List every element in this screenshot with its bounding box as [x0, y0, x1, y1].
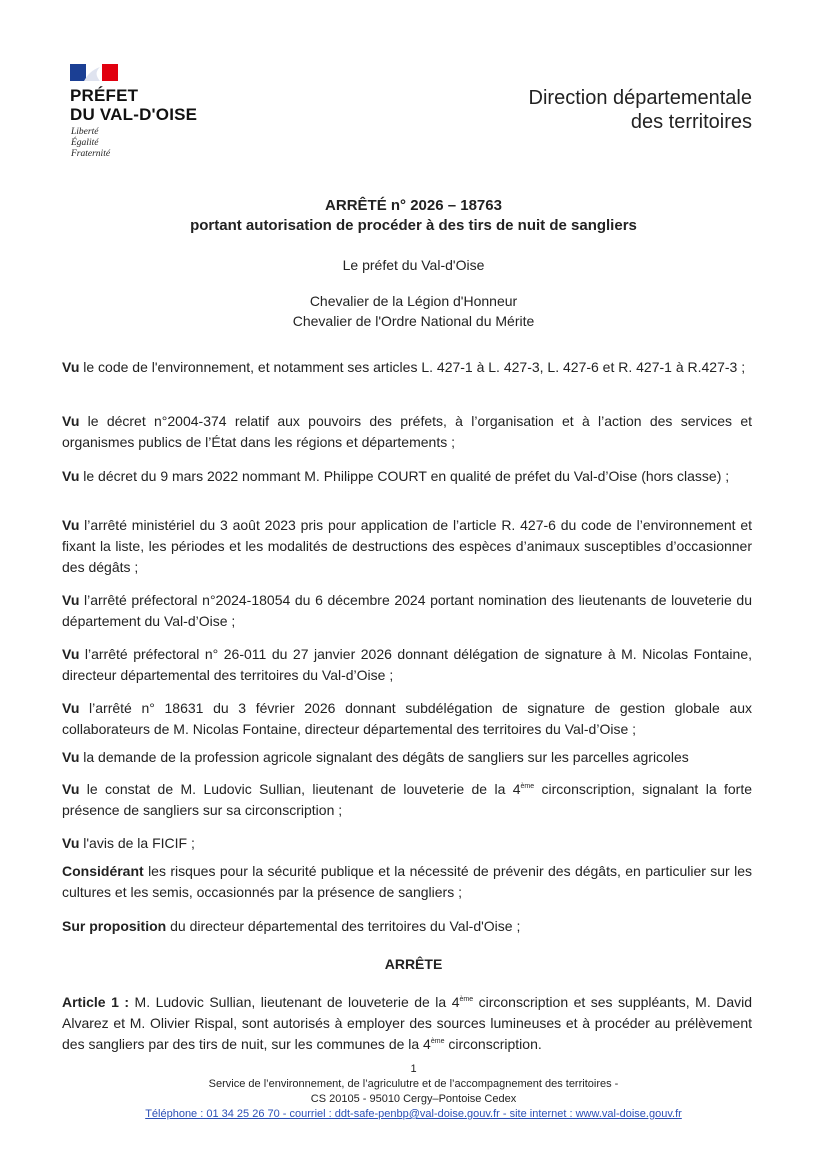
- considerant-lead: Considérant: [62, 863, 144, 879]
- visa-paragraph: [62, 779, 752, 821]
- superscript-eme: ème: [520, 783, 535, 790]
- visa-text: l’arrêté ministériel du 3 août 2023 pris pour application de l’article R. 427-6 du code de l’environnement et fixant la liste, les périodes et les modalités de destructions des espèces d’animaux susceptibles d’occasionner des dégâts ;: [62, 517, 752, 575]
- visa-text: le décret n°2004-374 relatif aux pouvoirs des préfets, à l’organisation et à l’action des services et organismes publics de l’État dans les régions et départements ;: [62, 413, 752, 450]
- marianne-flag-logo: [70, 64, 118, 81]
- footer-address: CS 20105 - 95010 Cergy–Pontoise Cedex: [310, 1093, 517, 1105]
- proposition-lead: Sur proposition: [62, 918, 167, 934]
- visa-paragraph: [62, 833, 752, 854]
- visa-text: l’arrêté préfectoral n°2024-18054 du 6 décembre 2024 portant nomination des lieutenants de louveterie du département du Val-d’Oise ;: [62, 592, 752, 629]
- visa-text: circonscription, signalant la forte présence de sangliers sur sa circonscription ;: [62, 781, 752, 818]
- article-1: [62, 992, 752, 1055]
- visa-text: le décret du 9 mars 2022 nommant M. Philippe COURT en qualité de préfet du Val-d’Oise (hors classe) ;: [79, 468, 730, 484]
- visa-paragraph: [62, 590, 752, 632]
- visa-paragraph: [62, 698, 752, 740]
- footer-contact-links[interactable]: Téléphone : 01 34 25 26 70 - courriel : ddt-safe-penbp@val-doise.gouv.fr - site internet : www.val-doise.gouv.fr: [145, 1108, 682, 1120]
- direction-line1: Direction départementale: [528, 87, 752, 109]
- direction-heading: [529, 86, 752, 134]
- visa-lead: Vu: [62, 413, 80, 429]
- motto-egalite: Égalité: [71, 138, 99, 148]
- visa-text: l’arrêté n° 18631 du 3 février 2026 donnant subdélégation de signature de gestion globale aux collaborateurs de M. Nicolas Fontaine, directeur départemental des territoires du Val-d’Oise ;: [62, 700, 752, 737]
- visa-text: la demande de la profession agricole signalant des dégâts de sangliers sur les parcelles agricoles: [79, 749, 689, 765]
- honor-merite: Chevalier de l'Ordre National du Mérite: [292, 313, 535, 329]
- visa-lead: Vu: [62, 781, 80, 797]
- flag-blue-band: [70, 64, 86, 81]
- considerant-text: les risques pour la sécurité publique et la nécessité de prévenir des dégâts, en particulier sur les cultures et les semis, occasionnés par la présence de sangliers ;: [62, 863, 752, 900]
- logo-line2: DU VAL-D'OISE: [70, 105, 198, 124]
- prefet-logo-text: [70, 86, 197, 124]
- article-1-text: circonscription et ses suppléants, M. David Alvarez et M. Olivier Rispal, sont autorisés à employer des sources lumineuses et à procéder au prélèvement des sangliers par des tirs de nuit, sur les communes de la 4: [62, 994, 753, 1052]
- proposition-paragraph: [62, 916, 752, 937]
- visa-text: l’arrêté préfectoral n° 26-011 du 27 janvier 2026 donnant délégation de signature à M. Nicolas Fontaine, directeur départemental des territoires du Val-d’Oise ;: [62, 646, 752, 683]
- republic-motto: [71, 127, 110, 160]
- motto-liberte: Liberté: [71, 127, 99, 137]
- honor-legion: Chevalier de la Légion d'Honneur: [309, 293, 518, 309]
- superscript-eme: ème: [430, 1038, 445, 1045]
- prefet-authority: Le préfet du Val-d'Oise: [342, 257, 485, 273]
- visa-lead: Vu: [62, 700, 80, 716]
- visa-paragraph: [62, 411, 752, 453]
- proposition-text: du directeur départemental des territoires du Val-d'Oise ;: [166, 918, 521, 934]
- arrete-heading: ARRÊTE: [384, 956, 443, 972]
- logo-line1: PRÉFET: [70, 86, 139, 105]
- visa-lead: Vu: [62, 592, 80, 608]
- visa-lead: Vu: [62, 646, 80, 662]
- arrete-number: ARRÊTÉ n° 2026 – 18763: [325, 197, 502, 214]
- article-1-text: M. Ludovic Sullian, lieutenant de louveterie de la 4: [129, 994, 460, 1010]
- considerant-paragraph: [62, 861, 752, 903]
- article-1-text: circonscription.: [444, 1036, 542, 1052]
- visa-lead: Vu: [62, 359, 80, 375]
- visa-lead: Vu: [62, 835, 80, 851]
- visa-lead: Vu: [62, 517, 80, 533]
- visa-text: le code de l'environnement, et notamment ses articles L. 427-1 à L. 427-3, L. 427-6 et R. 427-1 à R.427-3 ;: [79, 359, 746, 375]
- visa-lead: Vu: [62, 468, 80, 484]
- superscript-eme: ème: [459, 996, 474, 1003]
- page-number: 1: [410, 1063, 417, 1075]
- visa-paragraph: [62, 357, 752, 378]
- arrete-subject: portant autorisation de procéder à des tirs de nuit de sangliers: [190, 217, 637, 234]
- arrete-title: [0, 196, 827, 236]
- visa-text: le constat de M. Ludovic Sullian, lieutenant de louveterie de la 4: [79, 781, 521, 797]
- visa-lead: Vu: [62, 749, 80, 765]
- visa-paragraph: [62, 466, 752, 487]
- article-1-lead: Article 1 :: [62, 994, 130, 1010]
- direction-line2: des territoires: [630, 111, 752, 133]
- visa-paragraph: [62, 747, 752, 768]
- footer-service: Service de l’environnement, de l’agriculutre et de l’accompagnement des territoires -: [208, 1078, 619, 1090]
- visa-paragraph: [62, 644, 752, 686]
- motto-fraternite: Fraternité: [71, 149, 111, 159]
- visa-paragraph: [62, 515, 752, 578]
- flag-red-band: [102, 64, 118, 81]
- visa-text: l'avis de la FICIF ;: [79, 835, 195, 851]
